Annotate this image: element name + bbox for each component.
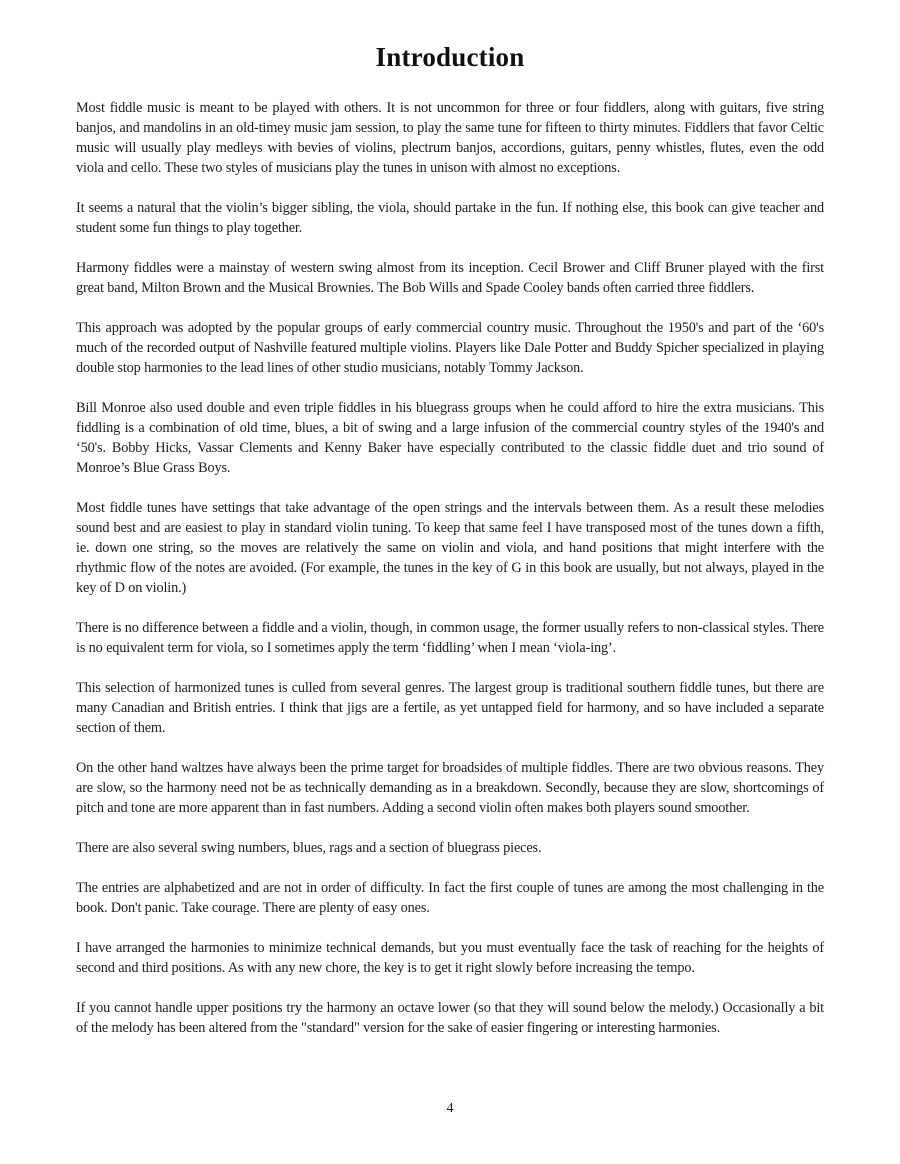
paragraph-4: This approach was adopted by the popular groups of early commercial country music. Throughout the 1950's and part of the ‘60's much of the recorded output of Nashville featured multiple violins. Players like Dale Potter and Buddy Spicher specialized in playing double stop harmonies to the lead lines of other studio musicians, notably Tommy Jackson. <box>76 320 824 376</box>
paragraph-3: Harmony fiddles were a mainstay of western swing almost from its inception. Cecil Brower and Cliff Bruner played with the first great band, Milton Brown and the Musical Brownies. The Bob Wills and Spade Cooley bands often carried three fiddlers. <box>76 260 824 296</box>
paragraph-8: This selection of harmonized tunes is culled from several genres. The largest group is traditional southern fiddle tunes, but there are many Canadian and British entries. I think that jigs are a fertile, as yet untapped field for harmony, and so have included a separate section of them. <box>76 680 824 736</box>
body-text <box>76 98 824 1058</box>
paragraph-13: If you cannot handle upper positions try the harmony an octave lower (so that they will sound below the melody.) Occasionally a bit of the melody has been altered from the "standard" version for the sake of easier fingering or interesting harmonies. <box>76 1000 824 1036</box>
paragraph-1: Most fiddle music is meant to be played with others. It is not uncommon for three or four fiddlers, along with guitars, five string banjos, and mandolins in an old-timey music jam session, to play the same tune for fifteen to thirty minutes. Fiddlers that favor Celtic music will usually play medleys with bevies of violins, plectrum banjos, accordions, guitars, penny whistles, flutes, even the odd viola and cello. These two styles of musicians play the tunes in unison with almost no exceptions. <box>76 100 824 176</box>
paragraph-2: It seems a natural that the violin’s bigger sibling, the viola, should partake in the fun. If nothing else, this book can give teacher and student some fun things to play together. <box>76 200 824 236</box>
page-title: Introduction <box>375 42 525 72</box>
paragraph-6: Most fiddle tunes have settings that take advantage of the open strings and the intervals between them. As a result these melodies sound best and are easiest to play in standard violin tuning. To keep that same feel I have transposed most of the tunes down a fifth, ie. down one string, so the moves are relatively the same on violin and viola, and hand positions that might interfere with the rhythmic flow of the notes are avoided. (For example, the tunes in the key of G in this book are usually, but not always, played in the key of D on violin.) <box>76 500 824 596</box>
paragraph-10: There are also several swing numbers, blues, rags and a section of bluegrass pieces. <box>76 840 542 856</box>
paragraph-7: There is no difference between a fiddle and a violin, though, in common usage, the former usually refers to non-classical styles. There is no equivalent term for viola, so I sometimes apply the term ‘fiddling’ when I mean ‘viola-ing’. <box>76 620 824 656</box>
paragraph-11: The entries are alphabetized and are not in order of difficulty. In fact the first couple of tunes are among the most challenging in the book. Don't panic. Take courage. There are plenty of easy ones. <box>76 880 824 916</box>
paragraph-9: On the other hand waltzes have always been the prime target for broadsides of multiple fiddles. There are two obvious reasons. They are slow, so the harmony need not be as technically demanding as in a breakdown. Secondly, because they are slow, shortcomings of pitch and tone are more apparent than in fast numbers. Adding a second violin often makes both players sound smoother. <box>76 760 824 816</box>
page-number: 4 <box>446 1101 454 1116</box>
paragraph-12: I have arranged the harmonies to minimize technical demands, but you must eventually face the task of reaching for the heights of second and third positions. As with any new chore, the key is to get it right slowly before increasing the tempo. <box>76 940 824 976</box>
paragraph-5: Bill Monroe also used double and even triple fiddles in his bluegrass groups when he could afford to hire the extra musicians. This fiddling is a combination of old time, blues, a bit of swing and a large infusion of the commercial country styles of the 1940's and ‘50's. Bobby Hicks, Vassar Clements and Kenny Baker have especially contributed to the classic fiddle duet and trio sound of Monroe’s Blue Grass Boys. <box>76 400 824 476</box>
